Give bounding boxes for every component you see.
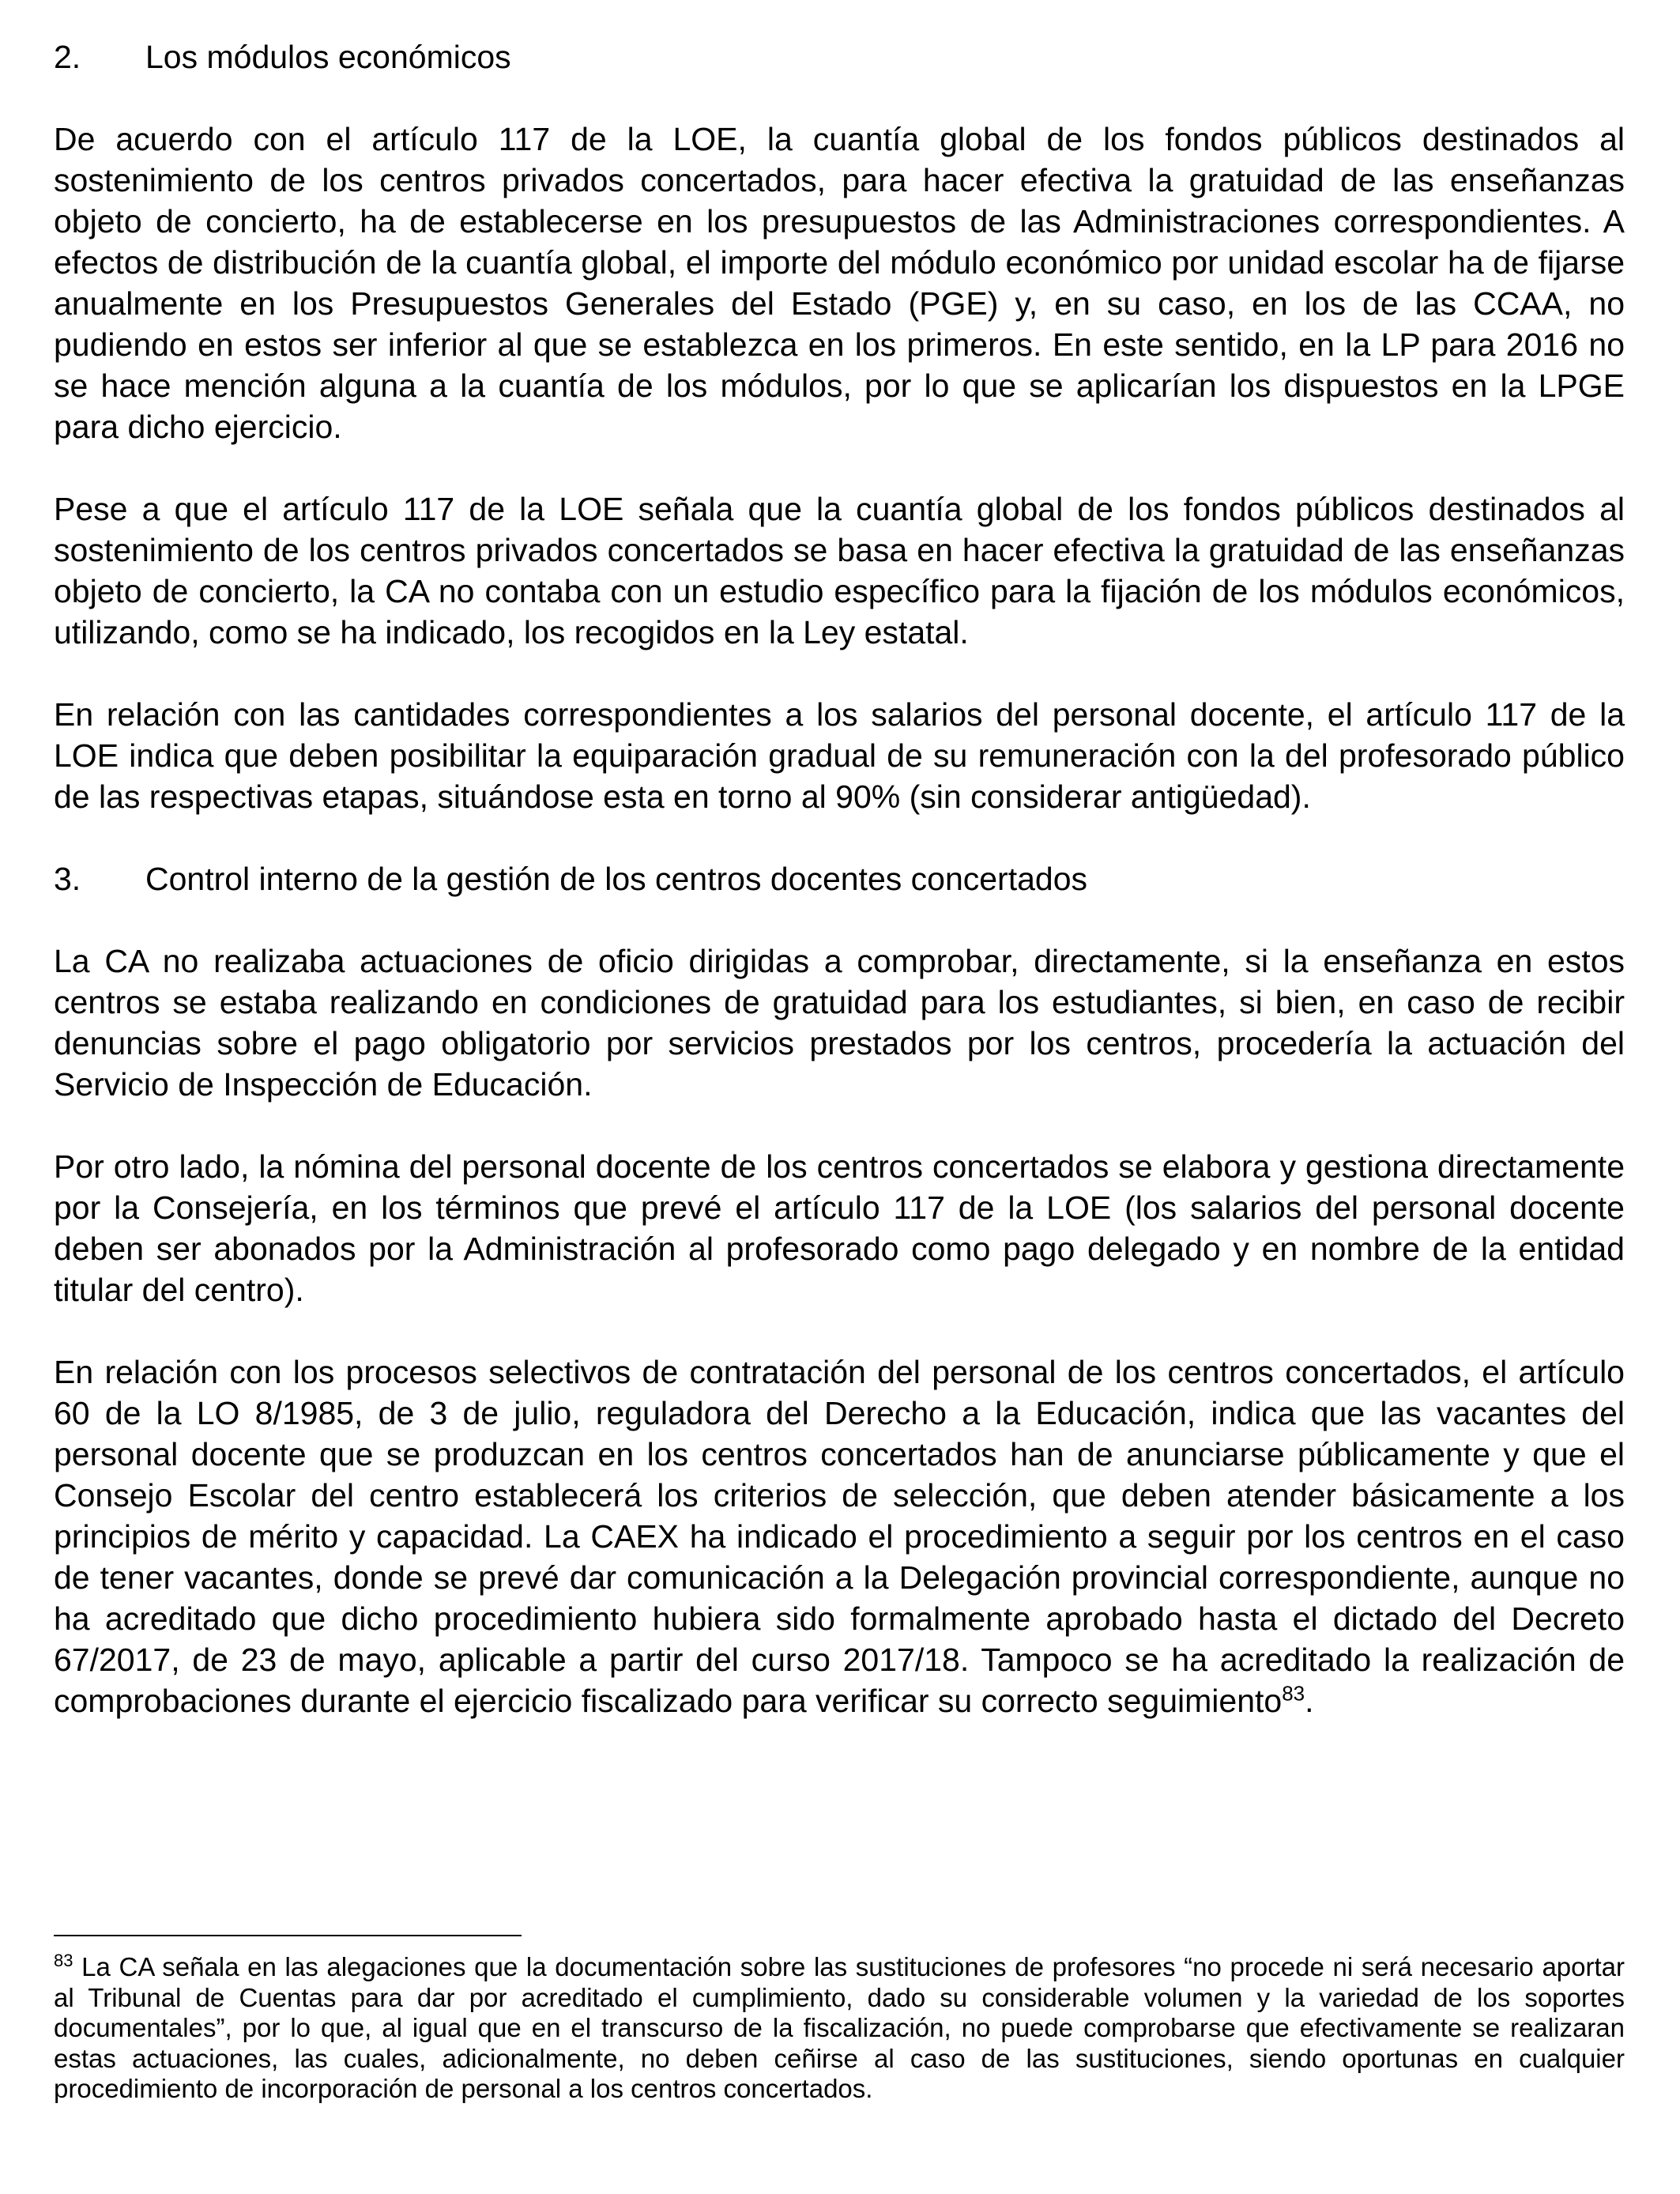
section-title: Los módulos económicos <box>145 39 511 75</box>
footnote-separator <box>54 1935 522 1936</box>
footnote <box>54 1952 1625 2105</box>
paragraph-with-footnote <box>54 1351 1625 1721</box>
section-heading-2 <box>54 36 1625 77</box>
paragraph: Pese a que el artículo 117 de la LOE señala que la cuantía global de los fondos públicos destinados al sostenimiento de los centros privados concertados se basa en hacer efectiva la gratuidad de las enseñanzas objeto de concierto, la CA no contaba con un estudio específico para la fijación de los módulos económicos, utilizando, como se ha indicado, los recogidos en la Ley estatal. <box>54 491 1625 650</box>
paragraph: Por otro lado, la nómina del personal docente de los centros concertados se elabora y gestiona directamente por la Consejería, en los términos que prevé el artículo 117 de la LOE (los salarios del personal docente deben ser abonados por la Administración al profesorado como pago delegado y en nombre de la entidad titular del centro). <box>54 1148 1625 1308</box>
paragraph: De acuerdo con el artículo 117 de la LOE, la cuantía global de los fondos públicos destinados al sostenimiento de los centros privados concertados, para hacer efectiva la gratuidad de las enseñanzas objeto de concierto, ha de establecerse en los presupuestos de las Administraciones correspondientes. A efectos de distribución de la cuantía global, el importe del módulo económico por unidad escolar ha de fijarse anualmente en los Presupuestos Generales del Estado (PGE) y, en su caso, en los de las CCAA, no pudiendo en estos ser inferior al que se establezca en los primeros. En este sentido, en la LP para 2016 no se hace mención alguna a la cuantía de los módulos, por lo que se aplicarían los dispuestos en la LPGE para dicho ejercicio. <box>54 121 1625 445</box>
paragraph: En relación con las cantidades correspondientes a los salarios del personal docente, el artículo 117 de la LOE indica que deben posibilitar la equiparación gradual de su remuneración con la del profesorado público de las respectivas etapas, situándose esta en torno al 90% (sin considerar antigüedad). <box>54 696 1625 815</box>
section-title: Control interno de la gestión de los centros docentes concertados <box>145 861 1088 897</box>
section-number: 3. <box>54 861 81 897</box>
paragraph-text: En relación con los procesos selectivos de contratación del personal de los centros concertados, el artículo 60 de la LO 8/1985, de 3 de julio, reguladora del Derecho a la Educación, indica que las vacantes del personal docente que se produzcan en los centros concertados han de anunciarse públicamente y que el Consejo Escolar del centro establecerá los criterios de selección, que deben atender básicamente a los principios de mérito y capacidad. La CAEX ha indicado el procedimiento a seguir por los centros en el caso de tener vacantes, donde se prevé dar comunicación a la Delegación provincial correspondiente, aunque no ha acreditado que dicho procedimiento hubiera sido formalmente aprobado hasta el dictado del Decreto 67/2017, de 23 de mayo, aplicable a partir del curso 2017/18. Tampoco se ha acreditado la realización de comprobaciones durante el ejercicio fiscalizado para verificar su correcto seguimiento <box>54 1354 1625 1719</box>
paragraph: La CA no realizaba actuaciones de oficio dirigidas a comprobar, directamente, si la enseñanza en estos centros se estaba realizando en condiciones de gratuidad para los estudiantes, si bien, en caso de recibir denuncias sobre el pago obligatorio por servicios prestados por los centros, procedería la actuación del Servicio de Inspección de Educación. <box>54 943 1625 1103</box>
section-heading-3 <box>54 858 1625 899</box>
document-body <box>54 36 1625 1762</box>
section-number: 2. <box>54 39 81 75</box>
footnote-number: 83 <box>54 1951 73 1970</box>
paragraph-end: . <box>1305 1683 1314 1719</box>
footnote-text: La CA señala en las alegaciones que la documentación sobre las sustituciones de profesores “no procede ni será necesario aportar al Tribunal de Cuentas para dar por acreditado el cumplimiento, dado su considerable volumen y la variedad de los soportes documentales”, por lo que, al igual que en el transcurso de la fiscalización, no puede comprobarse que efectivamente se realizaran estas actuaciones, las cuales, adicionalmente, no deben ceñirse al caso de las sustituciones, siendo oportunas en cualquier procedimiento de incorporación de personal a los centros concertados. <box>54 1952 1625 2103</box>
footnote-reference[interactable]: 83 <box>1282 1681 1305 1706</box>
